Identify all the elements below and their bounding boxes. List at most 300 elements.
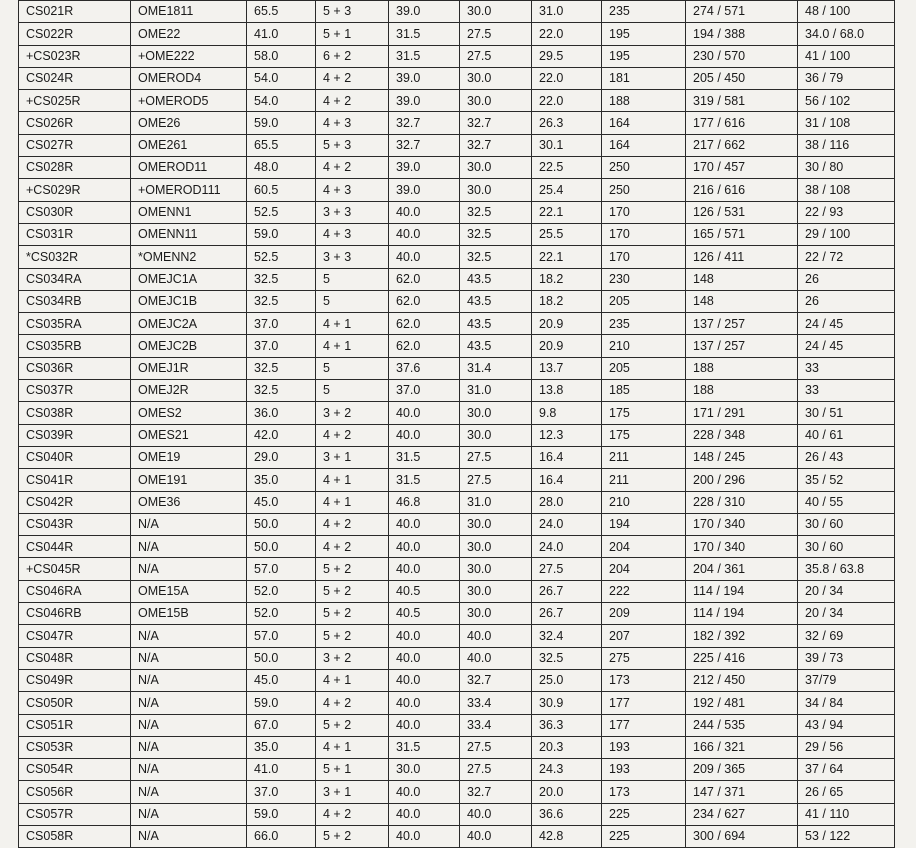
cell-col-4: 4 + 2	[316, 536, 389, 558]
cell-part-number: CS021R	[19, 1, 131, 23]
cell-col-4: 4 + 1	[316, 469, 389, 491]
cell-col-9: 300 / 694	[686, 825, 798, 847]
cell-col-9: 148 / 245	[686, 446, 798, 468]
cell-col-10: 31 / 108	[798, 112, 895, 134]
cell-col-10: 35.8 / 63.8	[798, 558, 895, 580]
cell-col-9: 114 / 194	[686, 603, 798, 625]
table-row	[19, 157, 895, 179]
cell-col-9: 148	[686, 290, 798, 312]
cell-col-6: 30.0	[460, 157, 532, 179]
cell-ome-number: N/A	[131, 759, 247, 781]
cell-part-number: +CS025R	[19, 90, 131, 112]
cell-col-9: 216 / 616	[686, 179, 798, 201]
cell-col-8: 173	[602, 781, 686, 803]
table-row	[19, 290, 895, 312]
cell-col-6: 40.0	[460, 825, 532, 847]
cell-col-7: 9.8	[532, 402, 602, 424]
cell-col-4: 4 + 3	[316, 179, 389, 201]
cell-ome-number: +OME222	[131, 45, 247, 67]
cell-col-7: 29.5	[532, 45, 602, 67]
table-row	[19, 402, 895, 424]
cell-part-number: CS031R	[19, 223, 131, 245]
cell-part-number: CS036R	[19, 357, 131, 379]
cell-ome-number: OMES21	[131, 424, 247, 446]
cell-col-7: 42.8	[532, 825, 602, 847]
table-row	[19, 134, 895, 156]
cell-col-4: 4 + 2	[316, 513, 389, 535]
cell-col-8: 210	[602, 335, 686, 357]
cell-col-6: 30.0	[460, 603, 532, 625]
cell-col-10: 22 / 72	[798, 246, 895, 268]
cell-col-4: 3 + 2	[316, 402, 389, 424]
cell-part-number: +CS045R	[19, 558, 131, 580]
spring-spec-table	[18, 0, 895, 848]
cell-col-5: 39.0	[389, 1, 460, 23]
cell-col-5: 31.5	[389, 736, 460, 758]
cell-part-number: CS053R	[19, 736, 131, 758]
cell-col-7: 30.9	[532, 692, 602, 714]
cell-col-4: 4 + 1	[316, 669, 389, 691]
cell-col-8: 211	[602, 446, 686, 468]
cell-part-number: CS040R	[19, 446, 131, 468]
cell-col-10: 30 / 60	[798, 513, 895, 535]
cell-col-7: 20.0	[532, 781, 602, 803]
cell-col-4: 3 + 2	[316, 647, 389, 669]
cell-col-4: 5 + 2	[316, 558, 389, 580]
cell-col-8: 205	[602, 290, 686, 312]
cell-col-5: 40.0	[389, 536, 460, 558]
cell-col-5: 32.7	[389, 134, 460, 156]
cell-col-4: 5 + 2	[316, 580, 389, 602]
cell-part-number: CS042R	[19, 491, 131, 513]
cell-col-9: 170 / 457	[686, 157, 798, 179]
cell-part-number: CS048R	[19, 647, 131, 669]
cell-col-9: 182 / 392	[686, 625, 798, 647]
cell-col-10: 48 / 100	[798, 1, 895, 23]
cell-col-6: 33.4	[460, 714, 532, 736]
cell-part-number: CS038R	[19, 402, 131, 424]
cell-ome-number: N/A	[131, 625, 247, 647]
cell-col-10: 30 / 51	[798, 402, 895, 424]
cell-col-8: 195	[602, 23, 686, 45]
cell-col-9: 274 / 571	[686, 1, 798, 23]
cell-col-10: 26	[798, 290, 895, 312]
cell-col-10: 36 / 79	[798, 67, 895, 89]
cell-col-4: 4 + 2	[316, 803, 389, 825]
cell-col-3: 59.0	[247, 112, 316, 134]
table-row	[19, 536, 895, 558]
cell-col-8: 204	[602, 558, 686, 580]
cell-col-10: 41 / 100	[798, 45, 895, 67]
table-row	[19, 45, 895, 67]
cell-col-7: 20.3	[532, 736, 602, 758]
cell-ome-number: OME15A	[131, 580, 247, 602]
cell-col-9: 205 / 450	[686, 67, 798, 89]
cell-col-3: 60.5	[247, 179, 316, 201]
table-row	[19, 446, 895, 468]
cell-col-10: 38 / 108	[798, 179, 895, 201]
table-row	[19, 313, 895, 335]
cell-ome-number: OMEJC2B	[131, 335, 247, 357]
cell-col-7: 20.9	[532, 313, 602, 335]
cell-col-4: 5 + 2	[316, 825, 389, 847]
cell-col-4: 5	[316, 268, 389, 290]
cell-col-7: 32.4	[532, 625, 602, 647]
cell-col-6: 27.5	[460, 23, 532, 45]
cell-col-10: 37 / 64	[798, 759, 895, 781]
cell-col-6: 31.4	[460, 357, 532, 379]
cell-col-3: 37.0	[247, 781, 316, 803]
cell-col-6: 30.0	[460, 179, 532, 201]
cell-col-6: 31.0	[460, 380, 532, 402]
table-row	[19, 580, 895, 602]
cell-ome-number: OMES2	[131, 402, 247, 424]
cell-col-6: 40.0	[460, 803, 532, 825]
cell-col-3: 52.0	[247, 603, 316, 625]
cell-col-9: 230 / 570	[686, 45, 798, 67]
cell-col-4: 4 + 2	[316, 424, 389, 446]
cell-part-number: CS035RB	[19, 335, 131, 357]
table-row	[19, 603, 895, 625]
cell-col-10: 32 / 69	[798, 625, 895, 647]
cell-col-8: 204	[602, 536, 686, 558]
cell-col-3: 65.5	[247, 1, 316, 23]
cell-col-3: 37.0	[247, 313, 316, 335]
cell-col-5: 40.0	[389, 714, 460, 736]
table-row	[19, 67, 895, 89]
cell-col-5: 40.0	[389, 669, 460, 691]
cell-col-4: 4 + 1	[316, 313, 389, 335]
cell-col-5: 31.5	[389, 446, 460, 468]
cell-col-9: 166 / 321	[686, 736, 798, 758]
cell-col-7: 22.0	[532, 90, 602, 112]
cell-col-4: 3 + 3	[316, 246, 389, 268]
cell-col-8: 170	[602, 223, 686, 245]
cell-col-7: 24.3	[532, 759, 602, 781]
cell-col-7: 22.1	[532, 201, 602, 223]
cell-ome-number: OMENN1	[131, 201, 247, 223]
cell-col-10: 29 / 56	[798, 736, 895, 758]
cell-col-5: 40.5	[389, 580, 460, 602]
cell-col-3: 59.0	[247, 692, 316, 714]
table-row	[19, 424, 895, 446]
cell-col-5: 40.0	[389, 692, 460, 714]
cell-col-10: 53 / 122	[798, 825, 895, 847]
cell-col-3: 41.0	[247, 759, 316, 781]
cell-col-9: 244 / 535	[686, 714, 798, 736]
cell-ome-number: OMENN11	[131, 223, 247, 245]
table-row	[19, 90, 895, 112]
cell-col-3: 58.0	[247, 45, 316, 67]
cell-col-8: 193	[602, 759, 686, 781]
cell-col-5: 62.0	[389, 268, 460, 290]
cell-col-8: 170	[602, 246, 686, 268]
cell-col-5: 40.5	[389, 603, 460, 625]
cell-col-10: 20 / 34	[798, 580, 895, 602]
cell-col-5: 40.0	[389, 825, 460, 847]
cell-col-5: 40.0	[389, 558, 460, 580]
cell-col-7: 28.0	[532, 491, 602, 513]
cell-col-8: 207	[602, 625, 686, 647]
cell-col-8: 195	[602, 45, 686, 67]
cell-col-4: 4 + 2	[316, 692, 389, 714]
cell-col-4: 5 + 2	[316, 603, 389, 625]
cell-col-3: 41.0	[247, 23, 316, 45]
cell-part-number: +CS023R	[19, 45, 131, 67]
cell-col-6: 27.5	[460, 469, 532, 491]
table-row	[19, 825, 895, 847]
cell-col-6: 32.5	[460, 223, 532, 245]
cell-col-4: 5	[316, 290, 389, 312]
table-row	[19, 469, 895, 491]
cell-part-number: CS044R	[19, 536, 131, 558]
cell-col-5: 31.5	[389, 45, 460, 67]
cell-part-number: CS026R	[19, 112, 131, 134]
cell-col-9: 126 / 411	[686, 246, 798, 268]
cell-col-9: 234 / 627	[686, 803, 798, 825]
cell-col-9: 137 / 257	[686, 335, 798, 357]
cell-col-5: 39.0	[389, 179, 460, 201]
cell-col-5: 37.0	[389, 380, 460, 402]
cell-col-10: 38 / 116	[798, 134, 895, 156]
cell-col-8: 235	[602, 313, 686, 335]
cell-col-5: 31.5	[389, 469, 460, 491]
cell-ome-number: OME19	[131, 446, 247, 468]
cell-col-7: 13.7	[532, 357, 602, 379]
cell-part-number: CS049R	[19, 669, 131, 691]
cell-col-3: 54.0	[247, 90, 316, 112]
cell-col-4: 5 + 1	[316, 759, 389, 781]
cell-col-6: 40.0	[460, 625, 532, 647]
cell-col-10: 26 / 65	[798, 781, 895, 803]
cell-col-5: 62.0	[389, 335, 460, 357]
cell-col-3: 35.0	[247, 469, 316, 491]
cell-col-6: 30.0	[460, 558, 532, 580]
table-row	[19, 335, 895, 357]
cell-col-3: 32.5	[247, 268, 316, 290]
cell-col-3: 66.0	[247, 825, 316, 847]
table-row	[19, 625, 895, 647]
cell-ome-number: N/A	[131, 536, 247, 558]
cell-col-9: 137 / 257	[686, 313, 798, 335]
cell-col-10: 26	[798, 268, 895, 290]
cell-col-6: 40.0	[460, 647, 532, 669]
cell-part-number: CS046RA	[19, 580, 131, 602]
table-row	[19, 647, 895, 669]
table-row	[19, 692, 895, 714]
cell-col-9: 209 / 365	[686, 759, 798, 781]
cell-col-10: 37/79	[798, 669, 895, 691]
cell-col-6: 32.7	[460, 112, 532, 134]
cell-ome-number: N/A	[131, 825, 247, 847]
cell-col-5: 40.0	[389, 246, 460, 268]
cell-ome-number: OME15B	[131, 603, 247, 625]
cell-col-7: 12.3	[532, 424, 602, 446]
cell-col-7: 16.4	[532, 446, 602, 468]
cell-col-4: 6 + 2	[316, 45, 389, 67]
cell-col-7: 26.3	[532, 112, 602, 134]
cell-ome-number: OME26	[131, 112, 247, 134]
cell-col-4: 3 + 1	[316, 446, 389, 468]
cell-col-7: 18.2	[532, 268, 602, 290]
cell-ome-number: N/A	[131, 692, 247, 714]
table-row	[19, 223, 895, 245]
cell-col-5: 39.0	[389, 157, 460, 179]
table-row	[19, 513, 895, 535]
cell-col-9: 148	[686, 268, 798, 290]
cell-col-5: 40.0	[389, 803, 460, 825]
cell-col-9: 192 / 481	[686, 692, 798, 714]
cell-ome-number: OMEJC1A	[131, 268, 247, 290]
table-row	[19, 759, 895, 781]
cell-part-number: CS028R	[19, 157, 131, 179]
cell-col-6: 30.0	[460, 536, 532, 558]
cell-col-7: 22.5	[532, 157, 602, 179]
cell-col-6: 32.7	[460, 134, 532, 156]
cell-col-10: 20 / 34	[798, 603, 895, 625]
table-row	[19, 268, 895, 290]
cell-col-4: 5 + 3	[316, 1, 389, 23]
cell-col-9: 170 / 340	[686, 513, 798, 535]
table-row	[19, 246, 895, 268]
cell-ome-number: N/A	[131, 714, 247, 736]
cell-col-5: 31.5	[389, 23, 460, 45]
cell-col-7: 25.4	[532, 179, 602, 201]
cell-col-8: 164	[602, 112, 686, 134]
cell-col-3: 42.0	[247, 424, 316, 446]
cell-ome-number: *OMENN2	[131, 246, 247, 268]
table-row	[19, 803, 895, 825]
cell-col-3: 57.0	[247, 625, 316, 647]
cell-ome-number: OME191	[131, 469, 247, 491]
cell-col-9: 228 / 310	[686, 491, 798, 513]
cell-col-4: 4 + 1	[316, 335, 389, 357]
table-row	[19, 380, 895, 402]
cell-ome-number: N/A	[131, 647, 247, 669]
cell-col-3: 50.0	[247, 536, 316, 558]
table-row	[19, 23, 895, 45]
cell-col-5: 39.0	[389, 67, 460, 89]
cell-col-7: 26.7	[532, 603, 602, 625]
cell-part-number: *CS032R	[19, 246, 131, 268]
cell-col-4: 4 + 3	[316, 223, 389, 245]
cell-col-3: 37.0	[247, 335, 316, 357]
cell-ome-number: N/A	[131, 669, 247, 691]
cell-part-number: CS039R	[19, 424, 131, 446]
cell-col-3: 48.0	[247, 157, 316, 179]
cell-col-8: 194	[602, 513, 686, 535]
cell-col-10: 34.0 / 68.0	[798, 23, 895, 45]
cell-ome-number: OMEJC1B	[131, 290, 247, 312]
cell-part-number: CS047R	[19, 625, 131, 647]
cell-part-number: CS058R	[19, 825, 131, 847]
cell-col-10: 24 / 45	[798, 335, 895, 357]
cell-ome-number: OME36	[131, 491, 247, 513]
cell-col-3: 54.0	[247, 67, 316, 89]
cell-col-10: 29 / 100	[798, 223, 895, 245]
cell-col-7: 20.9	[532, 335, 602, 357]
cell-col-5: 30.0	[389, 759, 460, 781]
cell-col-5: 40.0	[389, 513, 460, 535]
cell-col-5: 62.0	[389, 290, 460, 312]
cell-col-8: 177	[602, 692, 686, 714]
cell-col-10: 40 / 55	[798, 491, 895, 513]
cell-col-4: 5 + 3	[316, 134, 389, 156]
cell-col-9: 188	[686, 357, 798, 379]
table-row	[19, 112, 895, 134]
cell-col-6: 32.7	[460, 781, 532, 803]
cell-col-7: 26.7	[532, 580, 602, 602]
cell-col-4: 4 + 2	[316, 67, 389, 89]
cell-col-7: 22.0	[532, 23, 602, 45]
cell-col-6: 30.0	[460, 424, 532, 446]
cell-col-8: 250	[602, 179, 686, 201]
cell-ome-number: +OMEROD5	[131, 90, 247, 112]
cell-col-4: 5 + 1	[316, 23, 389, 45]
cell-col-6: 30.0	[460, 402, 532, 424]
cell-col-3: 52.5	[247, 246, 316, 268]
cell-part-number: CS041R	[19, 469, 131, 491]
cell-col-7: 31.0	[532, 1, 602, 23]
cell-col-3: 35.0	[247, 736, 316, 758]
cell-col-10: 33	[798, 380, 895, 402]
cell-part-number: CS027R	[19, 134, 131, 156]
cell-ome-number: OME22	[131, 23, 247, 45]
cell-col-7: 24.0	[532, 536, 602, 558]
cell-col-8: 250	[602, 157, 686, 179]
cell-col-9: 200 / 296	[686, 469, 798, 491]
cell-col-7: 36.6	[532, 803, 602, 825]
cell-col-10: 30 / 60	[798, 536, 895, 558]
cell-col-5: 62.0	[389, 313, 460, 335]
cell-col-3: 59.0	[247, 803, 316, 825]
cell-col-7: 24.0	[532, 513, 602, 535]
cell-col-9: 171 / 291	[686, 402, 798, 424]
table-row	[19, 491, 895, 513]
cell-col-8: 275	[602, 647, 686, 669]
cell-col-4: 4 + 1	[316, 736, 389, 758]
cell-col-8: 225	[602, 825, 686, 847]
cell-col-6: 32.5	[460, 246, 532, 268]
cell-ome-number: N/A	[131, 781, 247, 803]
cell-part-number: +CS029R	[19, 179, 131, 201]
cell-col-9: 188	[686, 380, 798, 402]
cell-col-8: 222	[602, 580, 686, 602]
cell-col-3: 52.0	[247, 580, 316, 602]
cell-col-7: 30.1	[532, 134, 602, 156]
cell-col-8: 210	[602, 491, 686, 513]
cell-col-7: 25.0	[532, 669, 602, 691]
table-row	[19, 558, 895, 580]
cell-col-4: 4 + 2	[316, 90, 389, 112]
cell-col-8: 235	[602, 1, 686, 23]
cell-col-10: 24 / 45	[798, 313, 895, 335]
cell-col-5: 39.0	[389, 90, 460, 112]
cell-col-6: 27.5	[460, 446, 532, 468]
cell-col-6: 30.0	[460, 580, 532, 602]
cell-part-number: CS034RA	[19, 268, 131, 290]
cell-part-number: CS043R	[19, 513, 131, 535]
cell-col-4: 5 + 2	[316, 625, 389, 647]
cell-col-6: 32.7	[460, 669, 532, 691]
cell-col-5: 37.6	[389, 357, 460, 379]
cell-col-3: 67.0	[247, 714, 316, 736]
cell-col-6: 31.0	[460, 491, 532, 513]
table-row	[19, 714, 895, 736]
cell-col-8: 193	[602, 736, 686, 758]
cell-part-number: CS054R	[19, 759, 131, 781]
cell-col-4: 4 + 2	[316, 157, 389, 179]
